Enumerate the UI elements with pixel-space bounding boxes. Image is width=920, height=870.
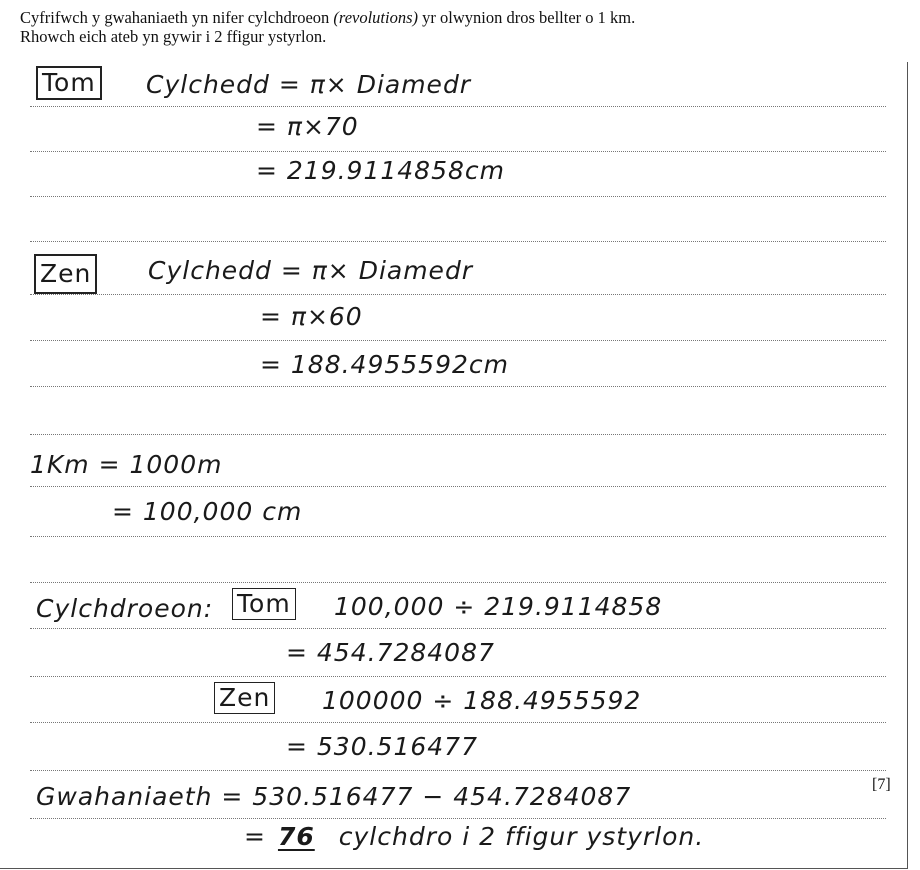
zen-circumference-eq: Cylchedd = π× Diamedr: [148, 256, 474, 285]
rev-tom-box: Tom: [232, 588, 296, 620]
revolutions-label: Cylchdroeon:: [36, 594, 214, 623]
answer-line: [30, 340, 886, 341]
answer-line: [30, 151, 886, 152]
answer-line: [30, 386, 886, 387]
tom-circumference-result: = 219.9114858cm: [256, 156, 505, 185]
answer-line: [30, 241, 886, 242]
answer-line: [30, 536, 886, 537]
answer-line: [30, 582, 886, 583]
rev-zen-result: = 530.516477: [286, 732, 478, 761]
zen-circumference-result: = 188.4955592cm: [260, 350, 509, 379]
answer-line: [30, 486, 886, 487]
answer-line: [30, 722, 886, 723]
tom-circumference-eq: Cylchedd = π× Diamedr: [146, 70, 472, 99]
km-conversion: 1Km = 1000m: [30, 450, 223, 479]
rev-zen-division: 100000 ÷ 188.4955592: [322, 686, 642, 715]
question-line-2: Rhowch eich ateb yn gywir i 2 ffigur ystyrlon.: [20, 27, 327, 46]
answer-line: [30, 294, 886, 295]
rev-tom-division: 100,000 ÷ 219.9114858: [334, 592, 663, 621]
answer-line: [30, 434, 886, 435]
answer-line: [30, 628, 886, 629]
answer-line: [30, 676, 886, 677]
difference-eq: Gwahaniaeth = 530.516477 − 454.7284087: [36, 782, 632, 811]
answer-line: [30, 818, 886, 819]
zen-circumference-sub: = π×60: [260, 302, 363, 331]
answer-line: [30, 770, 886, 771]
zen-box: Zen: [34, 254, 97, 294]
rev-tom-result: = 454.7284087: [286, 638, 495, 667]
cm-conversion: = 100,000 cm: [112, 497, 303, 526]
final-answer-value: 76: [277, 822, 315, 851]
marks-label: [7]: [872, 776, 891, 793]
rev-zen-box: Zen: [214, 682, 275, 714]
tom-box: Tom: [36, 66, 102, 100]
answer-line: [30, 196, 886, 197]
answer-line: [30, 106, 886, 107]
question-line-1: Cyfrifwch y gwahaniaeth yn nifer cylchdroeon (revolutions) yr olwynion dros bellter o 1 km.: [20, 8, 636, 27]
tom-circumference-sub: = π×70: [256, 112, 359, 141]
final-answer: = 76 cylchdro i 2 ffigur ystyrlon.: [244, 822, 705, 851]
final-answer-suffix: cylchdro i 2 ffigur ystyrlon.: [338, 822, 705, 851]
